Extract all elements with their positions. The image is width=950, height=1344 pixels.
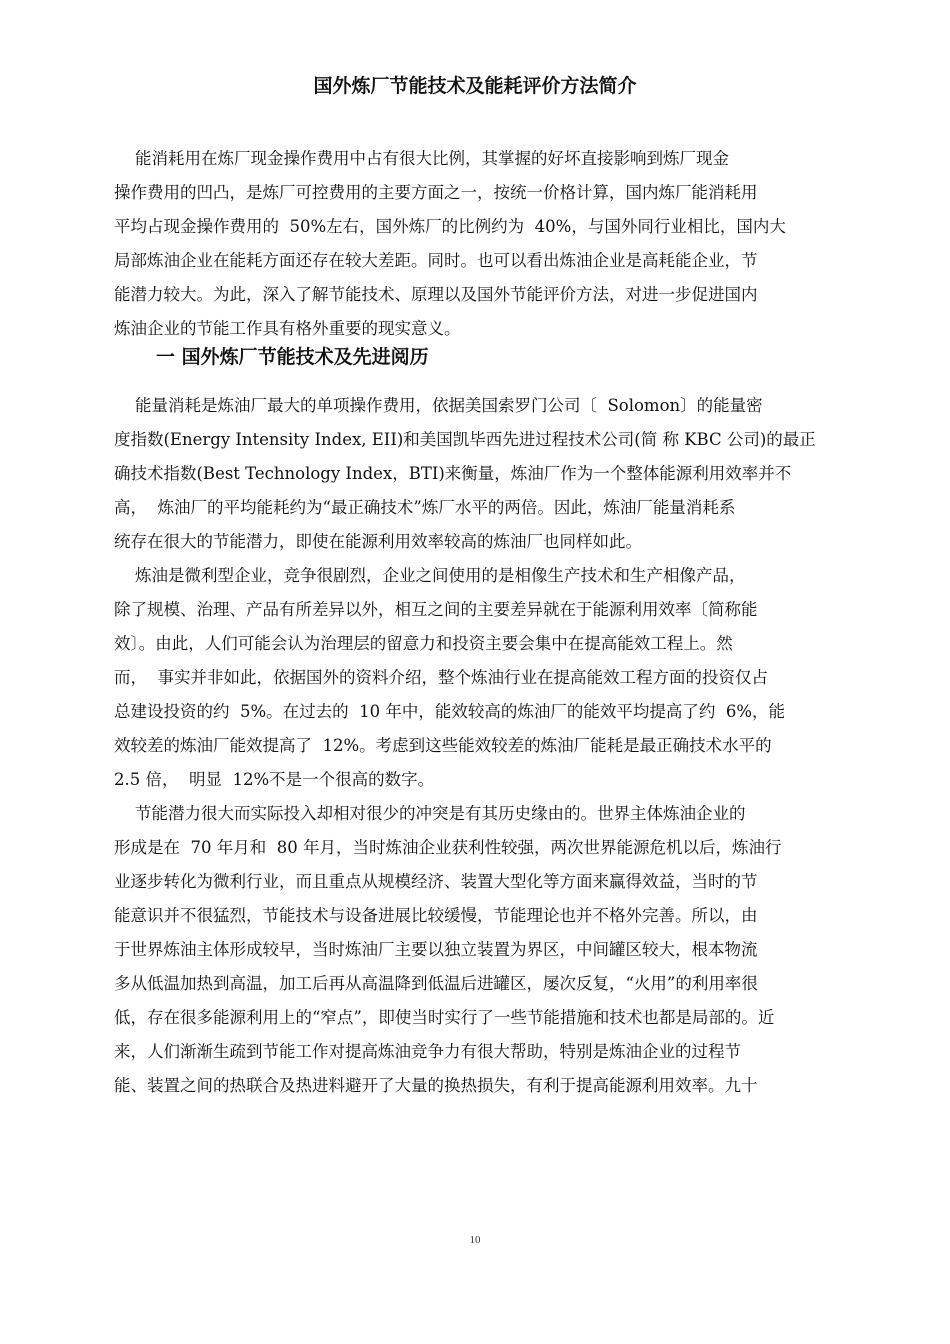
text-line: 2.5 倍， 明显 12%不是一个很高的数字。: [114, 770, 435, 789]
text-line: 能量消耗是炼油厂最大的单项操作费用，依据美国索罗门公司〔 Solomon〕的能量密: [114, 396, 763, 415]
text-line: 多从低温加热到高温，加工后再从高温降到低温后进罐区，屡次反复，“火用”的利用率很: [114, 974, 758, 993]
text-line: 来，人们渐渐生疏到节能工作对提高炼油竞争力有很大帮助，特别是炼油企业的过程节: [114, 1042, 741, 1061]
document-title: 国外炼厂节能技术及能耗评价方法简介: [313, 75, 637, 97]
paragraph-refining-efficiency: [114, 559, 854, 797]
text-line: 炼油是微利型企业，竞争很剧烈，企业之间使用的是相像生产技术和生产相像产品，: [114, 566, 746, 585]
text-line: 局部炼油企业在能耗方面还存在较大差距。同时。也可以看出炼油企业是高耗能企业，节: [114, 251, 758, 270]
text-line: 炼油企业的节能工作具有格外重要的现实意义。: [114, 319, 461, 338]
intro-paragraph: [114, 142, 854, 346]
text-line: 效〕。由此，人们可能会认为治理层的留意力和投资主要会集中在提高能效工程上。然: [114, 634, 733, 653]
paragraph-energy-consumption: [114, 389, 854, 559]
text-line: 而， 事实并非如此，依据国外的资料介绍，整个炼油行业在提高能效工程方面的投资仅占: [114, 668, 768, 687]
text-line: 能消耗用在炼厂现金操作费用中占有很大比例，其掌握的好坏直接影响到炼厂现金: [114, 149, 729, 168]
text-line: 统存在很大的节能潜力，即使在能源利用效率较高的炼油厂也同样如此。: [114, 532, 642, 551]
text-line: 节能潜力很大而实际投入却相对很少的冲突是有其历史缘由的。世界主体炼油企业的: [114, 804, 746, 823]
text-line: 能潜力较大。为此，深入了解节能技术、原理以及国外节能评价方法，对进一步促进国内: [114, 285, 758, 304]
text-line: 业逐步转化为微利行业，而且重点从规模经济、装置大型化等方面来赢得效益，当时的节: [114, 872, 758, 891]
text-line: 形成是在 70 年月和 80 年月，当时炼油企业获利性较强，两次世界能源危机以后，炼油行: [114, 838, 782, 857]
text-line: 能、装置之间的热联合及热进料避开了大量的换热损失，有利于提高能源利用效率。九十: [114, 1076, 758, 1095]
text-line: 度指数(Energy Intensity Index, EII)和美国凯毕西先进过程技术公司(简 称 KBC 公司)的最正: [114, 430, 816, 449]
text-line: 平均占现金操作费用的 50%左右，国外炼厂的比例约为 40%，与国外同行业相比，国内大: [114, 217, 786, 236]
text-line: 操作费用的凹凸，是炼厂可控费用的主要方面之一，按统一价格计算，国内炼厂能消耗用: [114, 183, 758, 202]
section-heading: 一 国外炼厂节能技术及先进阅历: [156, 346, 429, 368]
text-line: 确技术指数(Best Technology Index，BTI)来衡量，炼油厂作为一个整体能源利用效率并不: [114, 464, 792, 483]
paragraph-historical-reasons: [114, 797, 854, 1103]
text-line: 效较差的炼油厂能效提高了 12%。考虑到这些能效较差的炼油厂能耗是最正确技术水平的: [114, 736, 772, 755]
text-line: 于世界炼油主体形成较早，当时炼油厂主要以独立装置为界区，中间罐区较大，根本物流: [114, 940, 758, 959]
text-line: 除了规模、治理、产品有所差异以外，相互之间的主要差异就在于能源利用效率〔简称能: [114, 600, 758, 619]
text-line: 低，存在很多能源利用上的“窄点”，即使当时实行了一些节能措施和技术也都是局部的。近: [114, 1008, 775, 1027]
page-number: 10: [469, 1234, 481, 1246]
text-line: 总建设投资的约 5%。在过去的 10 年中，能效较高的炼油厂的能效平均提高了约 6%，能: [114, 702, 786, 721]
text-line: 高， 炼油厂的平均能耗约为“最正确技术”炼厂水平的两倍。因此，炼油厂能量消耗系: [114, 498, 736, 517]
text-line: 能意识并不很猛烈，节能技术与设备进展比较缓慢，节能理论也并不格外完善。所以，由: [114, 906, 758, 925]
